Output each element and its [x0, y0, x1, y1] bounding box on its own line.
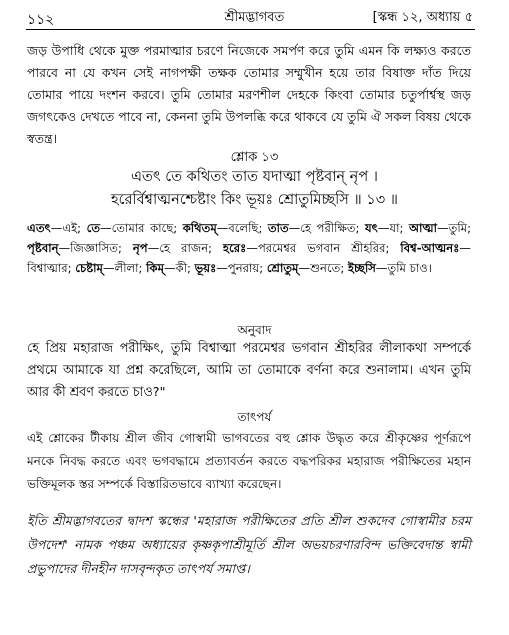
synonym-meaning: —পুনরায়;	[216, 261, 267, 275]
synonym-meaning: —হে পরীক্ষিত;	[288, 221, 365, 235]
synonym-meaning: —তোমার কাছে;	[100, 221, 183, 235]
tatparya-label: তাৎপর্য	[237, 410, 272, 424]
colophon-paragraph: ইতি শ্রীমদ্ভাগবতের দ্বাদশ স্কন্ধের 'মহারাজ পরীক্ষিতের প্রতি শ্রীল শুকদেব গোস্বামীর চরম উপদেশ' নামক পঞ্চম অধ্যায়ের কৃষ্ণকৃপাশ্রীমূর্তি শ্রীল অভয়চরণারবিন্দ ভক্তিবেদান্ত স্বামী প্রভুপাদের দীনহীন দাসবৃন্দকৃত তাৎপর্য সমাপ্ত।	[27, 513, 471, 576]
synonym-term: ভূয়ঃ	[194, 261, 217, 275]
synonym-meaning: —যা;	[377, 221, 409, 235]
translation-paragraph: হে প্রিয় মহারাজ পরীক্ষিৎ, তুমি বিশ্বাত্মা পরমেশ্বর ভগবান শ্রীহরির লীলাকথা সম্পর্কে প্রথমে আমাকে যা প্রশ্ন করেছিলে, আমি তা তোমাকে বর্ণনা করে শুনালাম। এখন তুমি আর কী শ্রবণ করতে চাও?"	[27, 341, 471, 400]
book-title: শ্রীমদ্ভাগবত	[224, 10, 285, 25]
synonym-term: কথিতম্	[182, 221, 217, 235]
synonym-term: শ্রোতুম্	[266, 261, 299, 275]
page-number: ১১২	[27, 12, 55, 28]
synonym-meaning: —তুমি;	[437, 221, 471, 235]
synonym-term: পৃষ্টবান্	[27, 241, 59, 255]
sloka-verse	[0, 166, 509, 212]
synonym-meaning: —বলেছি;	[216, 221, 268, 235]
sloka-line-2: হরের্বিশ্বাত্মনশ্চেষ্টাং কিং ভূয়ঃ শ্রোতুমিচ্ছসি ॥ ১৩ ॥	[111, 192, 398, 208]
header-rule	[26, 29, 475, 30]
synonym-term: তে	[86, 221, 101, 235]
synonym-meaning: —শুনতে;	[298, 261, 348, 275]
page-header	[0, 8, 509, 30]
synonym-meaning: —কী;	[164, 261, 195, 275]
synonym-meaning: —তুমি চাও।	[375, 261, 432, 275]
intro-paragraph: জড় উপাধি থেকে মুক্ত পরমাত্মার চরণে নিজেকে সমর্পণ করে তুমি এমন কি লক্ষ্যও করতে পারবে না যে কখন সেই নাগপক্ষী তক্ষক তোমার সম্মুখীন হয়ে তার বিষাক্ত দাঁত দিয়ে তোমার পায়ে দংশন করবে। তুমি তোমার মরণশীল দেহকে কিংবা তোমার চতুর্পার্শ্বস্থ জড় জগৎকেও দেখতে পাবে না, কেননা তুমি উপলব্ধি করে থাকবে যে তুমি ঐ সকল বিষয় থেকে স্বতন্ত্র।	[27, 43, 471, 146]
sloka-label: শ্লোক ১৩	[230, 150, 279, 165]
synonym-meaning: —বিশ্বাত্মার;	[27, 241, 471, 275]
anubad-label: অনুবাদ	[237, 323, 272, 337]
synonym-meaning: —হে রাজন;	[147, 241, 224, 255]
synonym-term: ইচ্ছসি	[347, 261, 376, 275]
sloka-line-1: এতৎ তে কথিতং তাত যদাত্মা পৃষ্টবান্ নৃপ ।	[131, 169, 378, 185]
canto-chapter: [স্কন্ধ ১২, অধ্যায় ৫	[372, 10, 473, 25]
synonym-term: এতৎ	[27, 221, 51, 235]
synonym-term: কিম্	[146, 261, 165, 275]
synonym-meaning: —এই;	[50, 221, 87, 235]
synonym-term: আত্মা	[408, 221, 438, 235]
synonym-term: তাত	[267, 221, 289, 235]
synonym-term: চেষ্টাম্	[75, 261, 103, 275]
synonym-term: নৃপ	[132, 241, 148, 255]
synonym-meaning: —পরমেশ্বর ভগবান শ্রীহরির;	[246, 241, 401, 255]
synonym-meaning: —লীলা;	[102, 261, 147, 275]
purport-paragraph: এই শ্লোকের টীকায় শ্রীল জীব গোস্বামী ভাগবতের বহু শ্লোক উদ্ধৃত করে শ্রীকৃষ্ণের পূর্ণরূপে মনকে নিবদ্ধ করতে এবং ভগবদ্ধামে প্রত্যাবর্তন করতে বদ্ধপরিকর মহারাজ পরীক্ষিতের মহান ভক্তিমূলক স্তর সম্পর্কে বিস্তারিতভাবে ব্যাখ্যা করেছেন।	[27, 431, 471, 491]
synonym-term: বিশ্ব-আত্মনঃ	[400, 241, 460, 255]
synonyms-paragraph	[27, 218, 471, 278]
synonym-term: হরেঃ	[223, 241, 247, 255]
synonym-term: যৎ	[365, 221, 378, 235]
synonym-meaning: —জিজ্ঞাসিত;	[58, 241, 133, 255]
